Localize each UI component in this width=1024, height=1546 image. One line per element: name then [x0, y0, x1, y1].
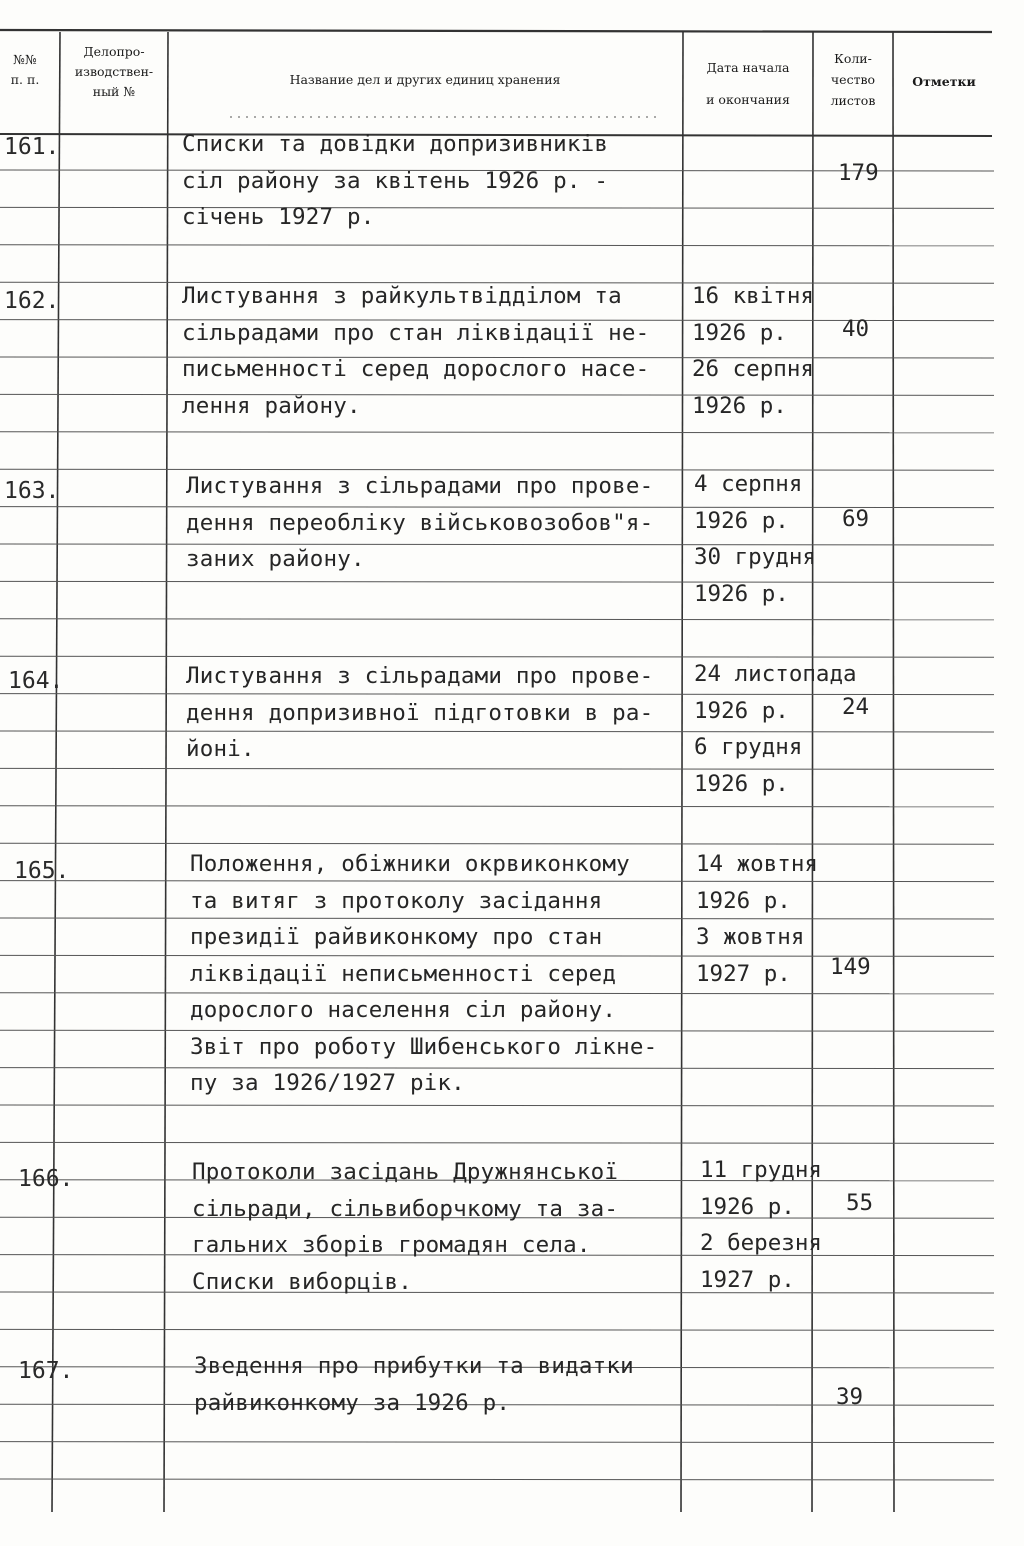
- header-num: №№ п. п.: [10, 52, 40, 87]
- ruled-line: [0, 245, 994, 246]
- record-sheet-count: 24: [842, 694, 870, 720]
- ruled-line: [0, 806, 994, 807]
- record-number: 161.: [4, 134, 60, 160]
- record-title: Листування з сільрадами про прове- дення допризивної підготовки в ра- йоні.: [186, 663, 654, 762]
- record-sheet-count: 179: [838, 160, 879, 186]
- record-title: Зведення про прибутки та видатки райвиконкому за 1926 р.: [194, 1353, 634, 1416]
- header-office-number: Делопро- изводствен- ный №: [74, 44, 154, 99]
- record-title: Списки та довідки допризивників сіл району за квітень 1926 р. - січень 1927 р.: [182, 131, 609, 230]
- ruled-line: [0, 1105, 994, 1106]
- ruled-line: [0, 581, 994, 582]
- ruled-line: [0, 432, 994, 433]
- ruled-line: [0, 1442, 994, 1443]
- ruled-line: [0, 843, 994, 844]
- record-dates: 11 грудня 1926 р. 2 березня 1927 р.: [700, 1157, 822, 1293]
- record-dates: 4 серпня 1926 р. 30 грудня 1926 р.: [694, 471, 816, 607]
- record-dates: 14 жовтня 1926 р. 3 жовтня 1927 р.: [696, 851, 818, 987]
- record-number: 165.: [14, 858, 70, 884]
- record-dates: 16 квітня 1926 р. 26 серпня 1926 р.: [692, 283, 814, 419]
- record-title: Листування з сільрадами про прове- дення переобліку військовозобов"я- заних району.: [186, 473, 654, 572]
- record-number: 166.: [18, 1166, 74, 1192]
- record-sheet-count: 149: [830, 954, 871, 980]
- record-sheet-count: 40: [842, 316, 870, 342]
- record-number: 163.: [4, 478, 60, 504]
- record-title: Положення, обіжники окрвиконкому та витяг з протоколу засідання президії райвиконкому про стан ліквідації неписьменності серед дорослого населення сіл району. Звіт про роботу Шибенського лікне- пу за 1926/1927 рік.: [190, 851, 658, 1096]
- record-number: 162.: [4, 288, 60, 314]
- record-dates: 24 листопада 1926 р. 6 грудня 1926 р.: [694, 661, 857, 797]
- header-title: Название дел и других единиц хранения: [289, 72, 561, 87]
- header-notes: Отметки: [912, 74, 976, 89]
- record-number: 167.: [18, 1358, 74, 1384]
- ruled-line: [0, 1142, 994, 1143]
- header-dates: Дата начала и окончания: [706, 60, 790, 107]
- record-sheet-count: 39: [836, 1384, 864, 1410]
- record-sheet-count: 69: [842, 506, 870, 532]
- record-sheet-count: 55: [846, 1190, 874, 1216]
- record-title: Протоколи засідань Дружнянської сільради, сільвиборчкому та за- гальних зборів громадян села. Списки виборців.: [192, 1159, 619, 1295]
- record-title: Листування з райкультвідділом та сільрадами про стан ліквідації не- письменності серед дорослого насе- лення району.: [182, 283, 650, 419]
- record-number: 164.: [8, 668, 64, 694]
- ruled-line: [0, 1479, 994, 1480]
- header-sheet-count: Коли- чество листов: [830, 51, 876, 108]
- ruled-line: [0, 1329, 994, 1330]
- ruled-line: [0, 619, 994, 620]
